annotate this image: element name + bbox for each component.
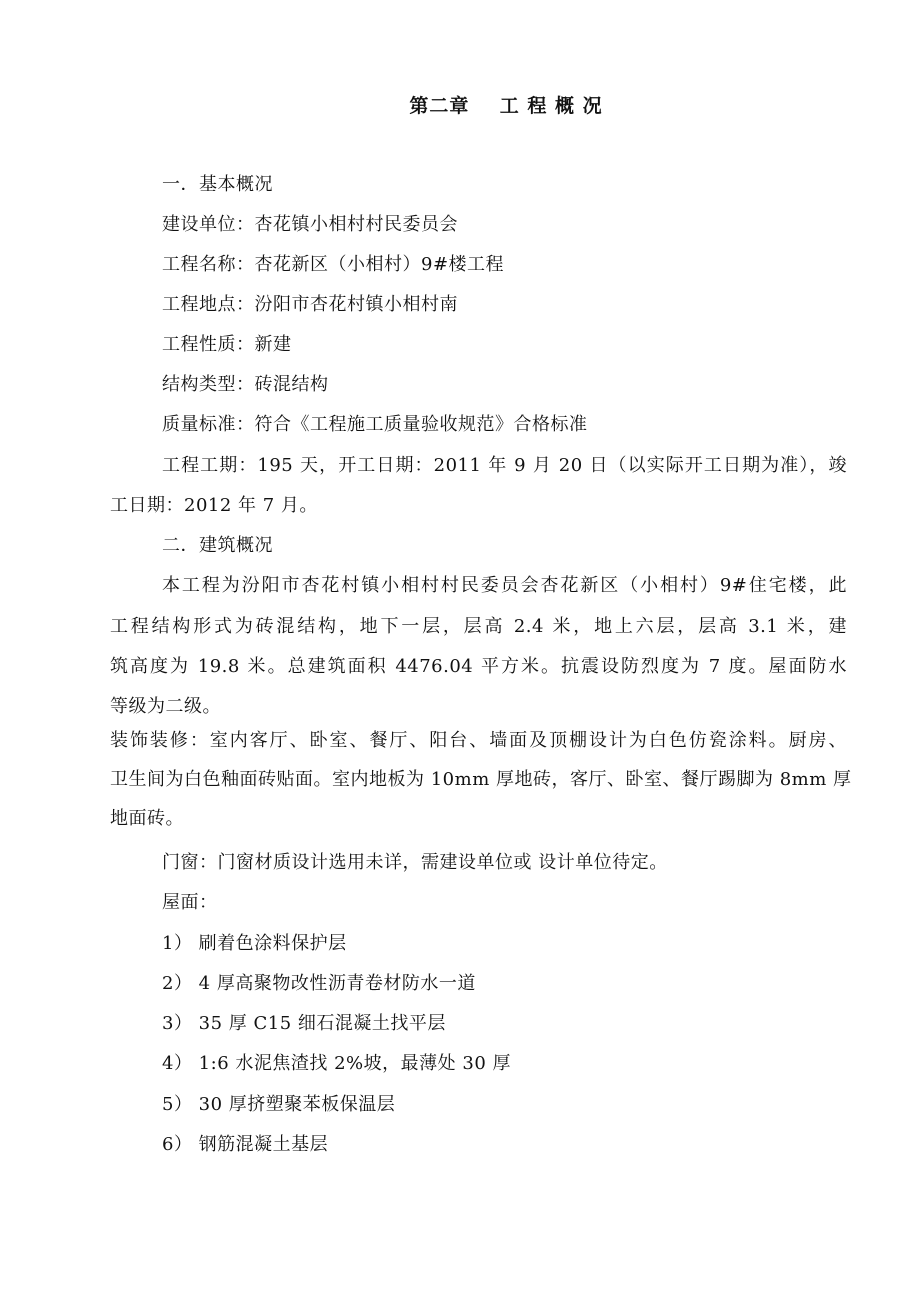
building-paragraph-line: 工程结构形式为砖混结构，地下一层，层高 2.4 米，地上六层，层高 3.1 米，建 [110,616,847,637]
roof-item: 3） 35 厚 C15 细石混凝土找平层 [162,1013,446,1034]
build-unit: 建设单位：杏花镇小相村村民委员会 [162,214,458,235]
project-name: 工程名称：杏花新区（小相村）9#楼工程 [162,254,505,275]
structure-type: 结构类型：砖混结构 [162,374,329,395]
roof-item: 6） 钢筋混凝土基层 [162,1134,329,1155]
decoration-line: 装饰装修：室内客厅、卧室、餐厅、阳台、墙面及顶棚设计为白色仿瓷涂料。厨房、 [110,730,847,751]
doors-windows: 门窗：门窗材质设计选用未详，需建设单位或 设计单位待定。 [162,852,668,873]
roof-item: 2） 4 厚高聚物改性沥青卷材防水一道 [162,973,476,994]
roof-item: 5） 30 厚挤塑聚苯板保温层 [162,1094,396,1115]
project-location: 工程地点：汾阳市杏花村镇小相村南 [162,294,458,315]
quality-standard: 质量标准：符合《工程施工质量验收规范》合格标准 [162,414,588,435]
roof-item: 4） 1:6 水泥焦渣找 2%坡，最薄处 30 厚 [162,1053,511,1074]
building-paragraph-line: 本工程为汾阳市杏花村镇小相村村民委员会杏花新区（小相村）9#住宅楼，此 [162,575,847,596]
duration-line: 工日期：2012 年 7 月。 [110,495,318,516]
decoration-line: 卫生间为白色釉面砖贴面。室内地板为 10mm 厚地砖，客厅、卧室、餐厅踢脚为 8mm 厚 [110,769,852,790]
project-nature: 工程性质：新建 [162,334,292,355]
roof-item: 1） 刷着色涂料保护层 [162,933,347,954]
building-paragraph-line: 等级为二级。 [110,696,221,717]
chapter-title: 第二章 工 程 概 况 [409,95,603,117]
building-paragraph-line: 筑高度为 19.8 米。总建筑面积 4476.04 平方米。抗震设防烈度为 7 度。屋面防水 [110,656,847,677]
roof-heading: 屋面： [162,892,218,913]
decoration-line: 地面砖。 [110,808,184,829]
section-heading-building: 二．建筑概况 [162,535,273,556]
duration-line: 工程工期：195 天，开工日期：2011 年 9 月 20 日（以实际开工日期为准），竣 [162,455,847,476]
section-heading-basic: 一．基本概况 [162,174,273,195]
